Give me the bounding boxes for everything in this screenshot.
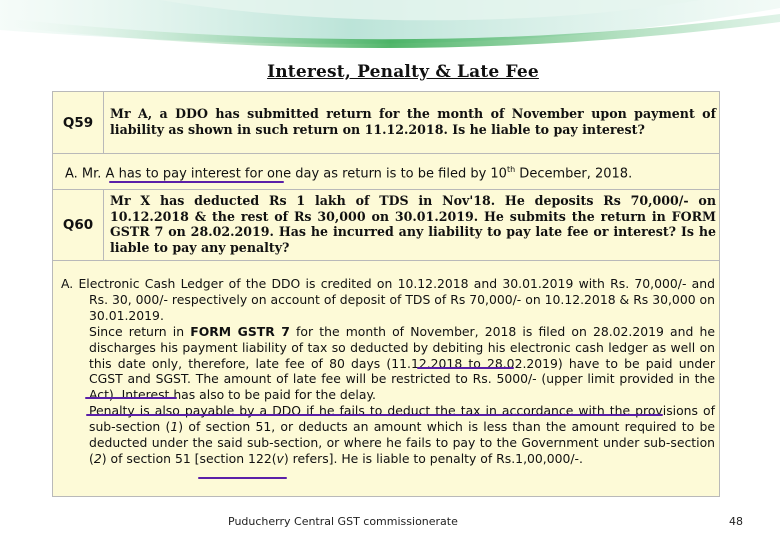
para3-italic-3: v <box>276 450 284 466</box>
question-row-q59 <box>53 92 719 154</box>
question-number: Q60 <box>53 190 104 260</box>
answer-prefix: A. Mr. A has to pay interest for one day as return is to be filed by 10 <box>65 166 507 182</box>
para2-bold: FORM GSTR 7 <box>190 323 290 339</box>
answer-text-q60 <box>61 276 715 467</box>
answer-superscript: th <box>506 165 516 174</box>
faq-panel <box>52 91 720 497</box>
slide-title: Interest, Penalty & Late Fee <box>267 62 539 82</box>
question-number: Q59 <box>53 92 104 153</box>
para3-italic-1: 1 <box>170 419 179 435</box>
answer-paragraph-3 <box>61 403 715 467</box>
question-text: Mr A, a DDO has submitted return for the month of November upon payment of liability as shown in such return on 11.12.2018. Is he liable to pay interest? <box>110 106 716 137</box>
header-swoosh-decoration <box>0 0 780 70</box>
para2-text-a: Since return in <box>89 323 191 339</box>
page-number: 48 <box>729 515 743 528</box>
para3-text-c: ) of section 51 [section 122( <box>101 450 277 466</box>
answer-paragraph-1: A. Electronic Cash Ledger of the DDO is credited on 10.12.2018 and 30.01.2019 with Rs. 70,000/- and Rs. 30, 000/- respectively on account of deposit of TDS of Rs 70,000/- on 10.12.2018 & Rs 30,000 on 30.01.2019. <box>61 276 715 323</box>
answer-suffix: December, 2018. <box>515 166 633 182</box>
para3-text-d: ) refers]. He is liable to penalty of Rs.1,00,000/-. <box>283 450 583 466</box>
para3-italic-2: 2 <box>93 450 102 466</box>
answer-paragraph-2 <box>61 324 715 404</box>
para3-text-a: Penalty is also payable by a DDO if he fails to deduct the tax in accordance with the provisions of sub-section ( <box>89 403 715 435</box>
question-text: Mr X has deducted Rs 1 lakh of TDS in Nov'18. He deposits Rs 70,000/- on 10.12.2018 & the rest of Rs 30,000 on 30.01.2019. He submits the return in FORM GSTR 7 on 28.02.2019. Has he incurred any liability to pay late fee or interest? Is he liable to pay any penalty? <box>110 193 716 255</box>
para2-text-b: for the month of November, 2018 is filed on 28.02.2019 and he discharges his payment liability of tax so deducted by debiting his electronic cash ledger as well on this date only, therefore, late fee of 80 days (11.12.2018 to 28.02.2019) have to be paid under CGST and SGST. The amount of late fee will be restricted to Rs. 5000/- (upper limit provided in the Act). Interest has also to be paid for the delay. <box>89 323 715 403</box>
question-row-q60 <box>53 189 719 261</box>
para3-text-b: ) of section 51, or deducts an amount which is less than the amount required to be deducted under the said sub-section, or where he fails to pay to the Government under sub-section ( <box>89 419 716 466</box>
answer-text-q59 <box>65 161 715 182</box>
footer-text: Puducherry Central GST commissionerate <box>228 515 458 528</box>
